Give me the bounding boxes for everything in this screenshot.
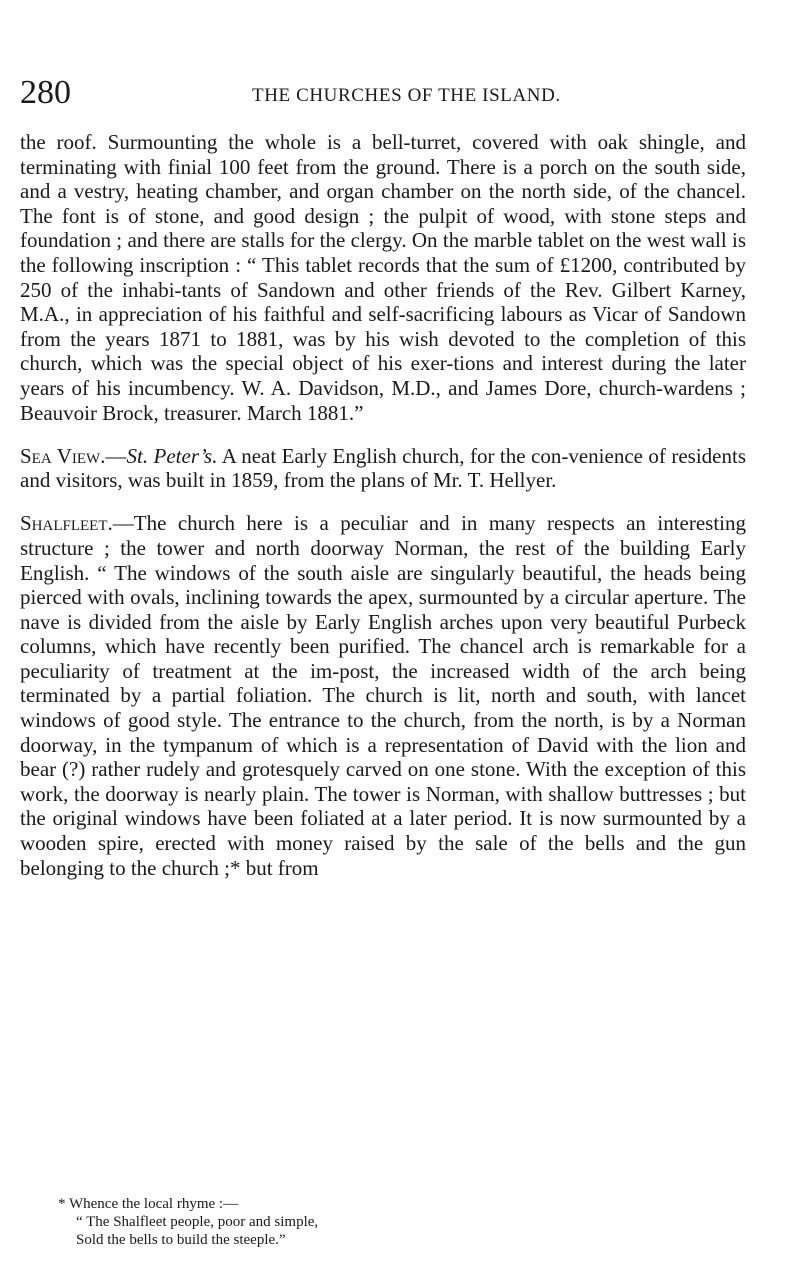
footnote-rhyme-line-1: “ The Shalfleet people, poor and simple, <box>76 1214 319 1230</box>
section-heading-sea-view: Sea View. <box>20 443 106 468</box>
paragraph-sea-view-text: A neat Early English church, for the con-venience of residents and visitors, was built in 1859, from the plans of Mr. T. Hellyer. <box>20 443 746 493</box>
running-head <box>20 76 746 116</box>
paragraph-sea-view <box>20 444 746 493</box>
body-text <box>20 130 746 880</box>
paragraph-sandown-church: the roof. Surmounting the whole is a bell-turret, covered with oak shingle, and terminating with finial 100 feet from the ground. There is a porch on the south side, and a vestry, heating chamber, and organ chamber on the north side, of the chancel. The font is of stone, and good design ; the pulpit of wood, with stone steps and foundation ; and there are stalls for the clergy. On the marble tablet on the west wall is the following inscription : “ This tablet records that the sum of £1200, contributed by 250 of the inhabi-tants of Sandown and other friends of the Rev. Gilbert Karney, M.A., in appreciation of his faithful and self-sacrificing labours as Vicar of Sandown from the years 1871 to 1881, was by his wish devoted to the completion of this church, which was the special object of his exer-tions and interest during the later years of his incumbency. W. A. Davidson, M.D., and James Dore, church-wardens ; Beauvoir Brock, treasurer. March 1881.” <box>20 130 746 425</box>
paragraph-shalfleet-text: —The church here is a peculiar and in many respects an interesting structure ; the tower and north doorway Norman, the rest of the building Early English. “ The windows of the south aisle are singularly beautiful, the heads being pierced with ovals, inclining towards the apex, surmounted by a circular aperture. The nave is divided from the aisle by Early English arches upon very beautiful Purbeck columns, which have recently been purified. The chancel arch is remarkable for a peculiarity of treatment at the im-post, the increased width of the arch being terminated by a partial foliation. The church is lit, north and south, with lancet windows of good style. The entrance to the church, from the north, is by a Norman doorway, in the tympanum of which is a representation of David with the lion and bear (?) rather rudely and grotesquely carved on one stone. With the exception of this work, the doorway is nearly plain. The tower is Norman, with shallow buttresses ; but the original windows have been foliated at a later period. It is now surmounted by a wooden spire, erected with money raised by the sale of the bells and the gun belonging to the church ;* but from <box>20 511 746 880</box>
section-heading-shalfleet: Shalfleet. <box>20 511 113 536</box>
running-title: THE CHURCHES OF THE ISLAND. <box>252 85 561 106</box>
footnote-rhyme-line-2: Sold the bells to build the steeple.” <box>76 1232 286 1248</box>
footnote-intro: * Whence the local rhyme :— <box>58 1196 239 1212</box>
footnote <box>58 1195 738 1249</box>
page-number: 280 <box>20 74 71 111</box>
church-name-st-peters: St. Peter’s. <box>126 443 218 468</box>
paragraph-shalfleet <box>20 511 746 880</box>
heading-dash: — <box>105 443 127 468</box>
